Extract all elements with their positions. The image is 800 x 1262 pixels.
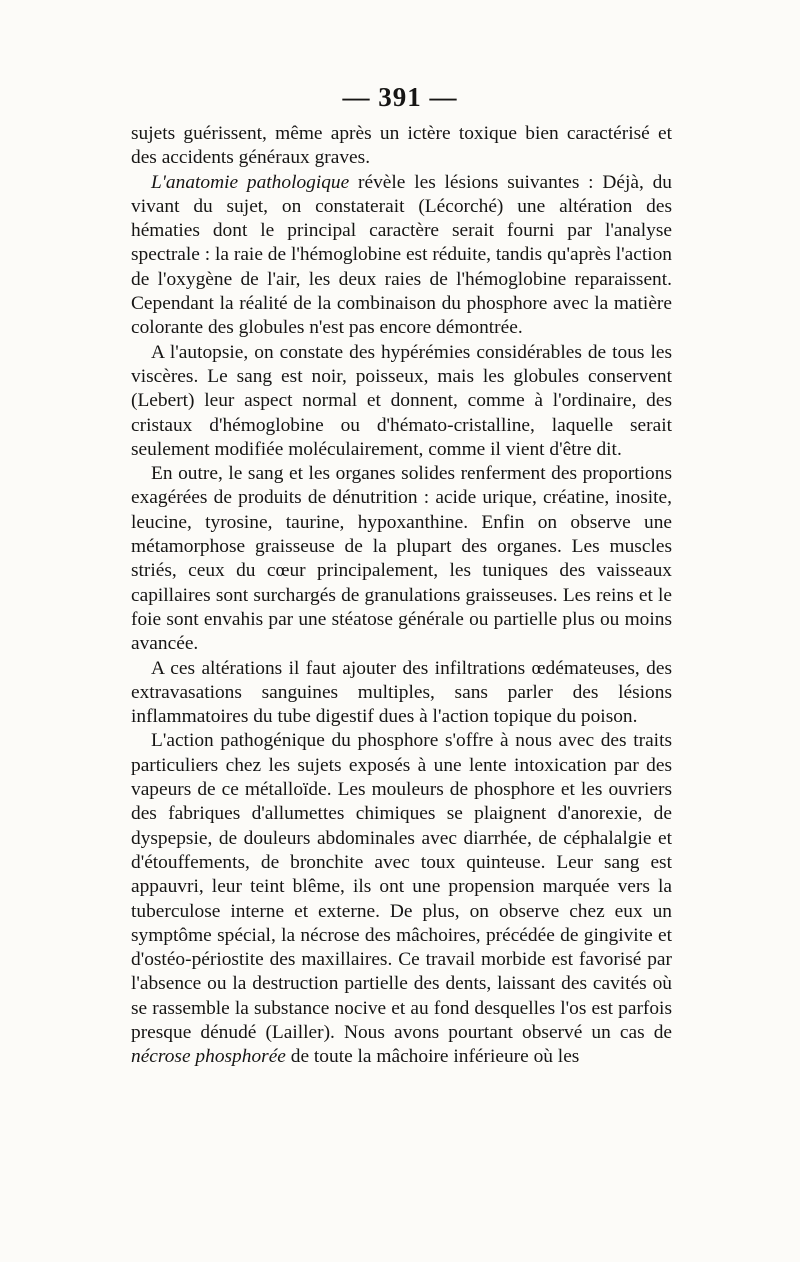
italic-term: L'anatomie pathologique (151, 171, 350, 193)
paragraph-text: L'action pathogénique du phosphore s'offre à nous avec des traits particuliers chez les sujets exposés à une lente intoxication par des vapeurs de ce métalloïde. Les mouleurs de phosphore et les ouvriers des fabriques d'allumettes chimiques se plaignent d'anorexie, de dyspepsie, de douleurs abdominales avec diarrhée, de céphalalgie et d'étouffements, de bronchite avec toux quinteuse. Leur sang est appauvri, leur teint blême, ils ont une propension marquée vers la tuberculose interne et externe. De plus, on observe chez eux un symptôme spécial, la nécrose des mâchoires, précédée de gingivite et d'ostéo-périostite des maxillaires. Ce travail morbide est favorisé par l'absence ou la destruction partielle des dents, laissant des cavités où se rassemble la substance nocive et au fond desquelles l'os est parfois presque dénudé (Lailler). Nous avons pourtant observé un cas de (131, 730, 672, 1043)
paragraph (131, 462, 672, 656)
paragraph (131, 171, 672, 341)
paragraph-text: En outre, le sang et les organes solides renferment des proportions exagérées de produits de dénutrition : acide urique, créatine, inosite, leucine, tyrosine, taurine, hypoxanthine. Enfin on observe une métamorphose graisseuse de la plupart des organes. Les muscles striés, ceux du cœur principalement, les tuniques des vaisseaux capillaires sont surchargés de granulations graisseuses. Les reins et le foie sont envahis par une stéatose générale ou partielle plus ou moins avancée. (131, 463, 672, 655)
paragraph-text: A l'autopsie, on constate des hypérémies considérables de tous les viscères. Le sang est noir, poisseux, mais les globules conservent (Lebert) leur aspect normal et donnent, comme à l'ordinaire, des cristaux d'hémoglobine ou d'hémato-cristalline, laquelle serait seulement modifiée moléculairement, comme il vient d'être dit. (131, 341, 672, 460)
paragraph-text: sujets guérissent, même après un ictère toxique bien caractérisé et des accidents généraux graves. (131, 123, 672, 169)
paragraph-text: A ces altérations il faut ajouter des infiltrations œdémateuses, des extravasations sanguines multiples, sans parler des lésions inflammatoires du tube digestif dues à l'action topique du poison. (131, 657, 672, 728)
paragraph (131, 729, 672, 1069)
paragraph-text: révèle les lésions suivantes : Déjà, du vivant du sujet, on constaterait (Lécorché) une altération des hématies dont le principal caractère serait fourni par l'analyse spectrale : la raie de l'hémoglobine est réduite, tandis qu'après l'action de l'oxygène de l'air, les deux raies de l'hémoglobine reparaissent. Cependant la réalité de la combinaison du phosphore avec la matière colorante des globules n'est pas encore démontrée. (131, 171, 672, 339)
italic-term: nécrose phosphorée (131, 1046, 286, 1068)
paragraph (131, 122, 672, 171)
paragraph-text: de toute la mâchoire inférieure où les (285, 1046, 580, 1068)
paragraph (131, 657, 672, 730)
body-text (131, 122, 672, 1070)
paragraph (131, 341, 672, 462)
page-number: — 391 — (342, 82, 458, 112)
